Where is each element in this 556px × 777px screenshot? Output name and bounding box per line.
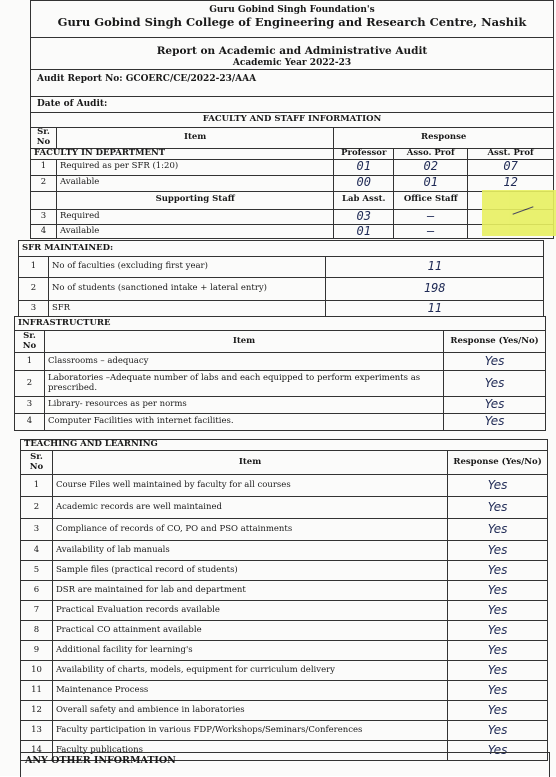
col-office-staff: Office Staff xyxy=(394,191,468,209)
col-lab-asst: Lab Asst. xyxy=(334,191,394,209)
table-row: 4 Availability of lab manuals Yes xyxy=(21,541,548,561)
handwritten-value: 12 xyxy=(468,175,554,191)
tick-mark-icon xyxy=(512,206,533,214)
date-of-audit-label: Date of Audit: xyxy=(37,99,108,109)
handwritten-value: Yes xyxy=(448,541,548,561)
table-row: 10 Availability of charts, models, equipment for curriculum delivery Yes xyxy=(21,661,548,681)
handwritten-value: Yes xyxy=(448,561,548,581)
table-row: 8 Practical CO attainment available Yes xyxy=(21,621,548,641)
table-row: 1 Course Files well maintained by faculty for all courses Yes xyxy=(21,475,548,497)
college-name: Guru Gobind Singh College of Engineering and Research Centre, Nashik xyxy=(57,15,527,29)
table-row: 2 No of students (sanctioned intake + lateral entry) 198 xyxy=(19,278,544,301)
table-row: 5 Sample files (practical record of students) Yes xyxy=(21,561,548,581)
faculty-dept-label: FACULTY IN DEPARTMENT xyxy=(31,148,334,159)
handwritten-value: Yes xyxy=(444,353,546,371)
handwritten-value: Yes xyxy=(448,519,548,541)
infra-section-title: INFRASTRUCTURE xyxy=(15,317,546,331)
col-professor: Professor xyxy=(334,148,394,159)
table-row: 1 No of faculties (excluding first year) 11 xyxy=(19,257,544,278)
table-row: 9 Additional facility for learning's Yes xyxy=(21,641,548,661)
table-row: 6 DSR are maintained for lab and department Yes xyxy=(21,581,548,601)
table-row: 2 Academic records are well maintained Yes xyxy=(21,497,548,519)
handwritten-value: 198 xyxy=(326,278,544,301)
handwritten-value: Yes xyxy=(444,414,546,431)
other-section-title: ANY OTHER INFORMATION xyxy=(25,755,176,766)
handwritten-value: — xyxy=(394,209,468,224)
handwritten-value: Yes xyxy=(448,581,548,601)
handwritten-value: Yes xyxy=(448,641,548,661)
sfr-section-title: SFR MAINTAINED: xyxy=(19,241,544,257)
faculty-staff-table xyxy=(30,112,554,239)
table-row: 4 Available 01 — xyxy=(31,224,554,239)
handwritten-value: 01 xyxy=(334,224,394,239)
col-item: Item xyxy=(56,128,333,149)
handwritten-value: Yes xyxy=(448,621,548,641)
infrastructure-table: INFRASTRUCTURE Sr. No Item Response (Yes/No) 1 Classrooms – adequacy Yes 2 Laboratories –Adequate number of labs and each equipped to perform experiments as prescribed. Yes 3 Library- resources as per norms Yes 4 Computer Facilities with internet facilities. Yes xyxy=(14,316,546,431)
table-row: 2 Laboratories –Adequate number of labs and each equipped to perform experiments as prescribed. Yes xyxy=(15,371,546,397)
teaching-section-title: TEACHING AND LEARNING xyxy=(21,440,548,451)
handwritten-value: Yes xyxy=(448,741,548,761)
other-info-section xyxy=(20,752,550,777)
supporting-staff-label: Supporting Staff xyxy=(56,191,333,209)
handwritten-value: 02 xyxy=(394,159,468,175)
col-asst-prof: Asst. Prof xyxy=(468,148,554,159)
table-row: 3 SFR 11 xyxy=(19,301,544,317)
table-row: 1 Classrooms – adequacy Yes xyxy=(15,353,546,371)
foundation-name: Guru Gobind Singh Foundation's xyxy=(209,5,375,15)
handwritten-value: 07 xyxy=(468,159,554,175)
handwritten-value: 03 xyxy=(334,209,394,224)
report-title: Report on Academic and Administrative Audit xyxy=(156,45,428,57)
table-row: 11 Maintenance Process Yes xyxy=(21,681,548,701)
table-row: 4 Computer Facilities with internet facilities. Yes xyxy=(15,414,546,431)
handwritten-value: Yes xyxy=(448,475,548,497)
handwritten-value: 11 xyxy=(326,257,544,278)
table-row: 3 Compliance of records of CO, PO and PSO attainments Yes xyxy=(21,519,548,541)
col-response: Response xyxy=(334,128,554,149)
table-row: 2 Available 00 01 12 xyxy=(31,175,554,191)
handwritten-value: Yes xyxy=(448,661,548,681)
audit-report-number: Audit Report No: GCOERC/CE/2022-23/AAA xyxy=(37,74,257,84)
table-row: 3 Required 03 — xyxy=(31,209,554,224)
academic-year: Academic Year 2022-23 xyxy=(232,58,352,68)
sticky-note xyxy=(482,190,556,236)
table-row: 7 Practical Evaluation records available Yes xyxy=(21,601,548,621)
faculty-section-title: FACULTY AND STAFF INFORMATION xyxy=(31,113,554,128)
handwritten-value: — xyxy=(394,224,468,239)
handwritten-value: 11 xyxy=(326,301,544,317)
handwritten-value: Yes xyxy=(448,497,548,519)
handwritten-value: Yes xyxy=(448,721,548,741)
table-row: 3 Library- resources as per norms Yes xyxy=(15,397,546,414)
handwritten-value: Yes xyxy=(448,701,548,721)
col-asso-prof: Asso. Prof xyxy=(394,148,468,159)
teaching-learning-table: TEACHING AND LEARNING Sr. No Item Response (Yes/No) 1 Course Files well maintained by faculty for all courses Yes 2 Academic records are well maintained Yes 3 Compliance of records of CO, PO and PSO attainments Yes 4 Availability of lab manuals Yes 5 Sample files (practical record of students) Yes 6 DSR are maintained for lab and department Yes 7 Practical Evaluation records available Yes 8 Practical CO attainment available Yes 9 Additional facility for learning's Yes 10 Availability of charts, models, equipment for curriculum delivery Yes 11 Maintenance Process Yes 12 Overall safety and ambience in laboratories Yes 13 Faculty participation in various FDP/Workshops/Seminars/Conferences Yes 14 Faculty publications Yes xyxy=(20,439,548,761)
handwritten-value: Yes xyxy=(444,397,546,414)
handwritten-value: 00 xyxy=(334,175,394,191)
table-row: 12 Overall safety and ambience in laboratories Yes xyxy=(21,701,548,721)
handwritten-value: 01 xyxy=(334,159,394,175)
report-header xyxy=(30,0,554,97)
handwritten-value: Yes xyxy=(448,681,548,701)
sfr-table xyxy=(18,240,544,317)
handwritten-value: Yes xyxy=(444,371,546,397)
col-sr: Sr. No xyxy=(31,128,57,149)
handwritten-value: 01 xyxy=(394,175,468,191)
table-row: 14 Faculty publications Yes xyxy=(21,741,548,761)
table-row: 13 Faculty participation in various FDP/Workshops/Seminars/Conferences Yes xyxy=(21,721,548,741)
table-row: 1 Required as per SFR (1:20) 01 02 07 xyxy=(31,159,554,175)
handwritten-value: Yes xyxy=(448,601,548,621)
date-of-audit-row xyxy=(30,96,554,113)
